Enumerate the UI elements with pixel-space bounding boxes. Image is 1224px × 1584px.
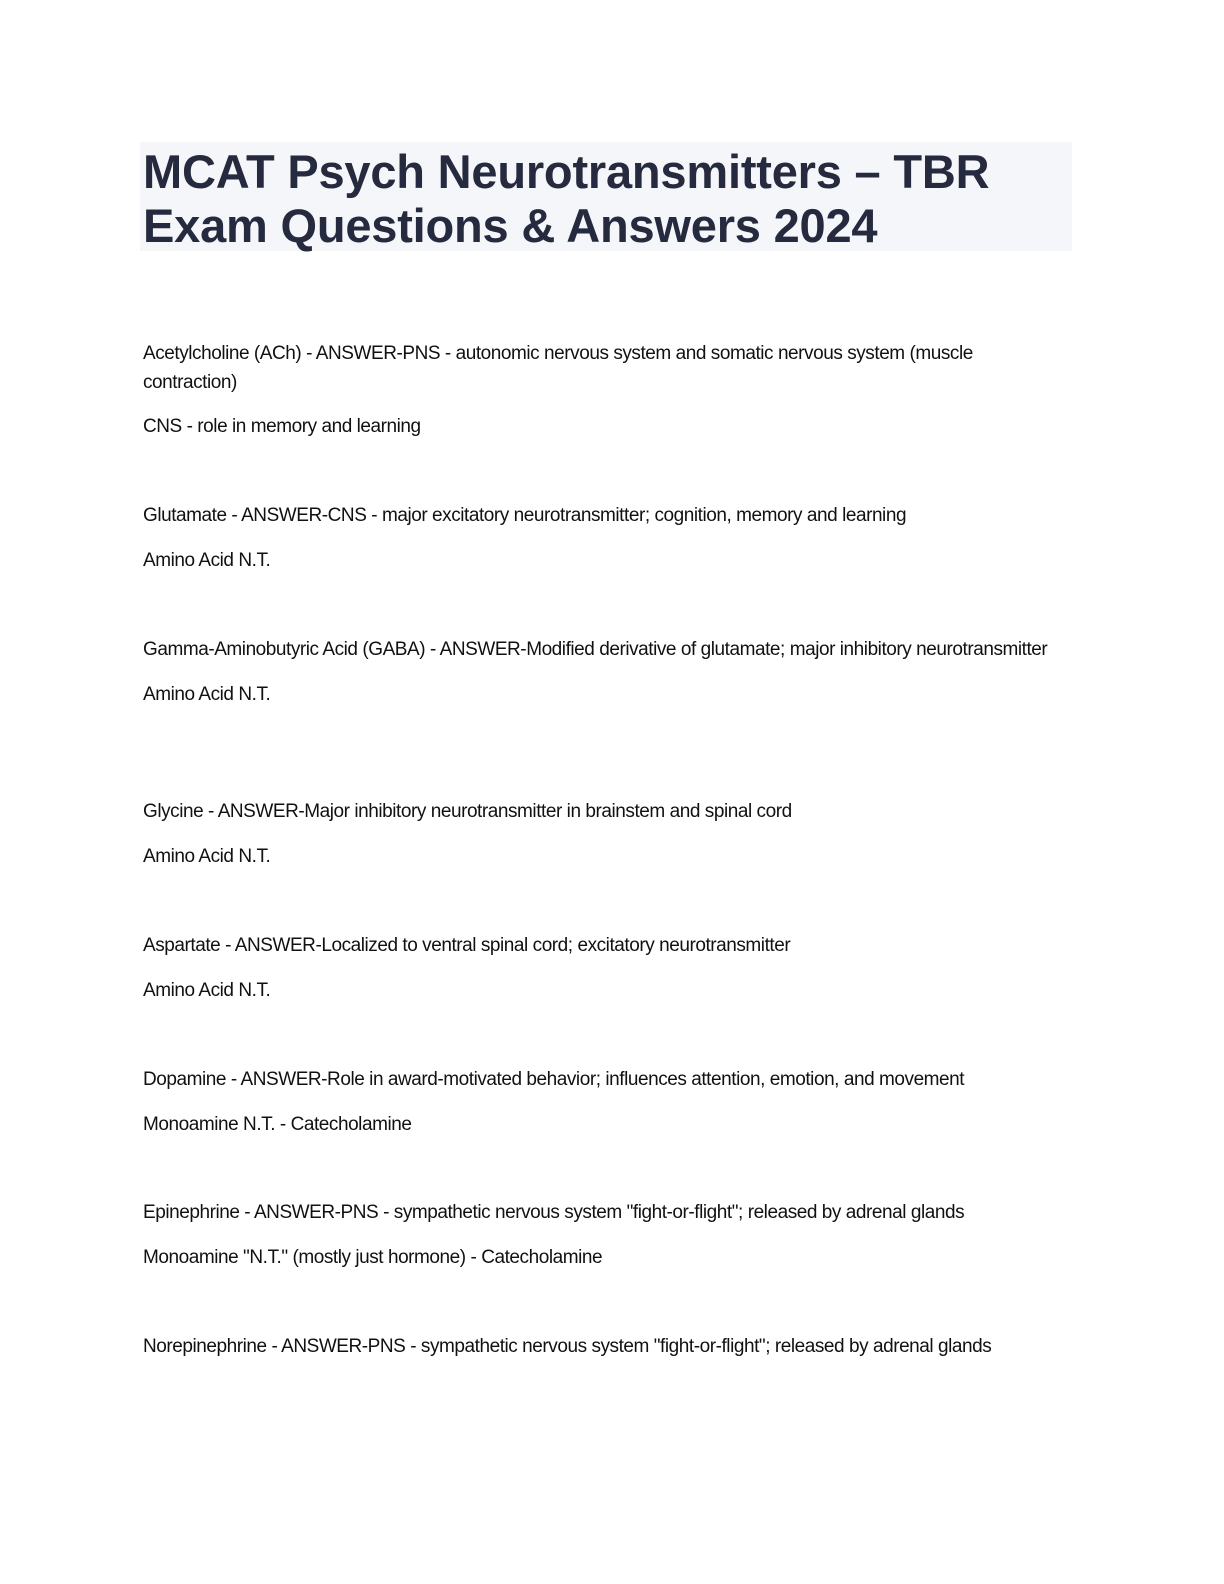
qa-entry-glycine [143,798,1063,871]
title-line-2: Exam Questions & Answers 2024 [143,199,878,252]
entry-question: Acetylcholine (ACh) - ANSWER-PNS - autonomic nervous system and somatic nervous system (muscle contraction) [143,343,973,393]
page-title [143,145,1068,253]
qa-entry-acetylcholine [143,340,1063,442]
entry-question: Gamma-Aminobutyric Acid (GABA) - ANSWER-Modified derivative of glutamate; major inhibitory neurotransmitter [143,639,1048,660]
qa-entry-glutamate [143,502,1063,575]
qa-entry-norepinephrine [143,1333,1023,1362]
entry-note: Monoamine "N.T." (mostly just hormone) - Catecholamine [143,1246,603,1268]
qa-entry-dopamine [143,1066,1073,1139]
entry-question: Glutamate - ANSWER-CNS - major excitatory neurotransmitter; cognition, memory and learning [143,505,907,526]
entry-question: Epinephrine - ANSWER-PNS - sympathetic nervous system "fight-or-flight"; released by adrenal glands [143,1202,965,1223]
entry-note: Amino Acid N.T. [143,549,271,571]
entry-note: Monoamine N.T. - Catecholamine [143,1113,412,1135]
entry-note: CNS - role in memory and learning [143,416,421,437]
entry-question: Dopamine - ANSWER-Role in award-motivated behavior; influences attention, emotion, and movement [143,1069,965,1090]
entry-question: Norepinephrine - ANSWER-PNS - sympathetic nervous system "fight-or-flight"; released by adrenal glands [143,1336,992,1357]
qa-entry-gaba [143,636,1063,709]
entry-note: Amino Acid N.T. [143,683,271,705]
qa-entry-epinephrine [143,1199,1073,1272]
entry-note: Amino Acid N.T. [143,979,271,1001]
entry-question: Glycine - ANSWER-Major inhibitory neurotransmitter in brainstem and spinal cord [143,801,792,822]
title-line-1: MCAT Psych Neurotransmitters – TBR [143,145,990,198]
entry-question: Aspartate - ANSWER-Localized to ventral spinal cord; excitatory neurotransmitter [143,935,791,956]
entry-note: Amino Acid N.T. [143,845,271,867]
qa-entry-aspartate [143,932,1063,1005]
